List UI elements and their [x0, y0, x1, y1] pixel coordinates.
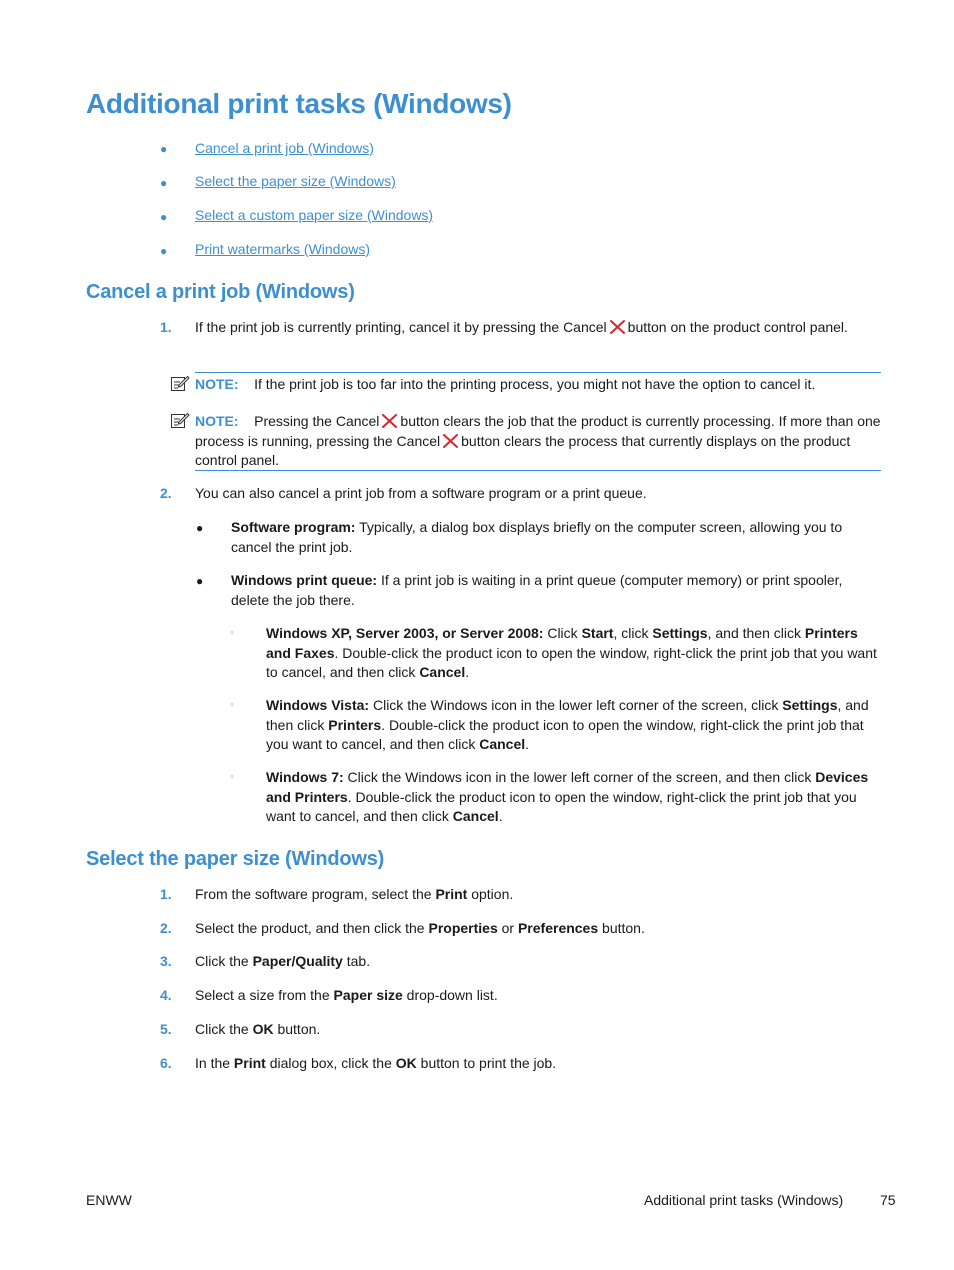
step-text: [195, 885, 875, 905]
sub-body: Click the Windows icon in the lower left corner of the screen, click: [369, 697, 783, 713]
note-pencil-icon: [170, 411, 190, 429]
sub-text-vista: [266, 696, 881, 755]
note-text: [195, 412, 881, 471]
note-body: button clears the process that currently displays on the product control panel.: [195, 432, 851, 468]
toc-link-custom-size[interactable]: Select a custom paper size (Windows): [195, 207, 434, 223]
step-body: Select the product, and then click the: [195, 920, 429, 936]
bullet-text-software: [231, 518, 881, 557]
sub-body: .: [465, 664, 470, 680]
step-body: Click the: [195, 1021, 253, 1037]
sub-body: Click the Windows icon in the lower left corner of the screen, and then click: [343, 769, 816, 785]
step-body: button.: [273, 1021, 321, 1037]
sub-term: Windows XP, Server 2003, or Server 2008:: [266, 625, 544, 641]
step-number: 1.: [160, 886, 172, 902]
sub-term: Cancel: [479, 736, 526, 752]
toc-bullet: ●: [160, 244, 168, 258]
step-text-part: button on the product control panel.: [627, 319, 848, 335]
bullet-body: If a print job is waiting in a print queue (computer memory) or print spooler, delete the job there.: [231, 572, 843, 608]
step-body: option.: [467, 886, 514, 902]
sub-term: Cancel: [452, 808, 499, 824]
note-body: button clears the job that the product is currently processing. If more than one process is running, pressing the Cancel: [195, 413, 881, 449]
step-term: Print: [435, 886, 468, 902]
sub-body: , and then click: [707, 625, 805, 641]
note-body: If the print job is too far into the printing process, you might not have the option to cancel it.: [254, 376, 816, 392]
toc-link-cancel[interactable]: Cancel a print job (Windows): [195, 140, 374, 156]
step-text: [195, 1020, 875, 1040]
footer-left: ENWW: [86, 1192, 132, 1208]
toc-link-watermarks[interactable]: Print watermarks (Windows): [195, 241, 371, 257]
sub-text-xp: [266, 624, 881, 683]
sub-term: Devices and Printers: [266, 769, 869, 805]
sub-body: .: [525, 736, 530, 752]
note-body: Pressing the Cancel: [254, 413, 380, 429]
sub-bullet: ◦: [230, 699, 234, 711]
cancel-x-icon: [381, 414, 398, 428]
step-body: dialog box, click the: [265, 1055, 396, 1071]
step-text: [195, 986, 875, 1006]
step-term: Preferences: [517, 920, 599, 936]
sub-body: , and then click: [266, 697, 869, 733]
bullet-term: Software program:: [231, 519, 356, 535]
sub-body: . Double-click the product icon to open the window, right-click the print job that you want to cancel, and then click: [266, 716, 864, 752]
step-body: button to print the job.: [416, 1055, 557, 1071]
note-label: NOTE:: [195, 413, 239, 429]
step-body: tab.: [342, 953, 371, 969]
step-number: 1.: [160, 319, 172, 335]
note-divider-top: [195, 372, 881, 373]
step-term: OK: [252, 1021, 274, 1037]
cancel-x-icon: [609, 320, 626, 334]
step-body: In the: [195, 1055, 234, 1071]
note-pencil-icon: [170, 374, 190, 392]
step-term: Properties: [428, 920, 498, 936]
sub-body: , click: [613, 625, 653, 641]
step-term: OK: [395, 1055, 417, 1071]
bullet-term: Windows print queue:: [231, 572, 378, 588]
toc-link-paper-size[interactable]: Select the paper size (Windows): [195, 173, 396, 189]
bullet-body: Typically, a dialog box displays briefly on the computer screen, allowing you to cancel the print job.: [231, 519, 843, 555]
footer-section-title: Additional print tasks (Windows): [644, 1192, 844, 1208]
step-text-part: If the print job is currently printing, cancel it by pressing the Cancel: [195, 319, 607, 335]
sub-body: Click: [543, 625, 582, 641]
step-number: 5.: [160, 1021, 172, 1037]
section-heading-cancel: Cancel a print job (Windows): [86, 281, 355, 303]
sub-body: . Double-click the product icon to open the window, right-click the print job that you want to cancel, and then click: [266, 644, 877, 680]
section-heading-paper-size: Select the paper size (Windows): [86, 848, 385, 870]
sub-text-win7: [266, 768, 881, 827]
step-text: You can also cancel a print job from a software program or a print queue.: [195, 485, 647, 501]
step-term: Paper size: [333, 987, 403, 1003]
step-body: Select a size from the: [195, 987, 334, 1003]
step-body: Click the: [195, 953, 253, 969]
step-body: From the software program, select the: [195, 886, 436, 902]
step-term: Paper/Quality: [252, 953, 343, 969]
step-text: [195, 952, 875, 972]
sub-body: . Double-click the product icon to open the window, right-click the print job that you want to cancel, and then click: [266, 788, 857, 824]
note-text: [195, 375, 881, 395]
step-number: 6.: [160, 1055, 172, 1071]
sub-bullet: ◦: [230, 627, 234, 639]
step-body: button.: [598, 920, 645, 936]
step-term: Print: [233, 1055, 266, 1071]
step-text: [195, 919, 875, 939]
step-number: 2.: [160, 485, 172, 501]
sub-term: Settings: [782, 697, 838, 713]
page-title: Additional print tasks (Windows): [86, 88, 512, 119]
step-body: drop-down list.: [402, 987, 498, 1003]
step-number: 2.: [160, 920, 172, 936]
toc-bullet: ●: [160, 176, 168, 190]
step-text: [195, 1054, 875, 1074]
footer-page-number: 75: [880, 1192, 896, 1208]
note-divider-bottom: [195, 470, 881, 471]
step-number: 4.: [160, 987, 172, 1003]
bullet-text-queue: [231, 571, 881, 610]
sub-term: Printers: [328, 716, 382, 733]
sub-term: Windows Vista:: [266, 697, 370, 713]
sub-term: Start: [581, 625, 614, 641]
note-label: NOTE:: [195, 376, 239, 392]
bullet: ●: [196, 521, 204, 535]
sub-body: .: [498, 808, 503, 824]
sub-term: Cancel: [419, 664, 466, 680]
cancel-x-icon: [442, 434, 459, 448]
toc-bullet: ●: [160, 142, 168, 156]
sub-term: Printers and Faxes: [266, 625, 858, 661]
sub-bullet: ◦: [230, 771, 234, 783]
step-text: [195, 318, 875, 338]
toc-bullet: ●: [160, 210, 168, 224]
sub-term: Settings: [652, 625, 708, 641]
step-body: or: [497, 920, 518, 936]
sub-term: Windows 7:: [266, 769, 344, 785]
bullet: ●: [196, 574, 204, 588]
step-number: 3.: [160, 953, 172, 969]
